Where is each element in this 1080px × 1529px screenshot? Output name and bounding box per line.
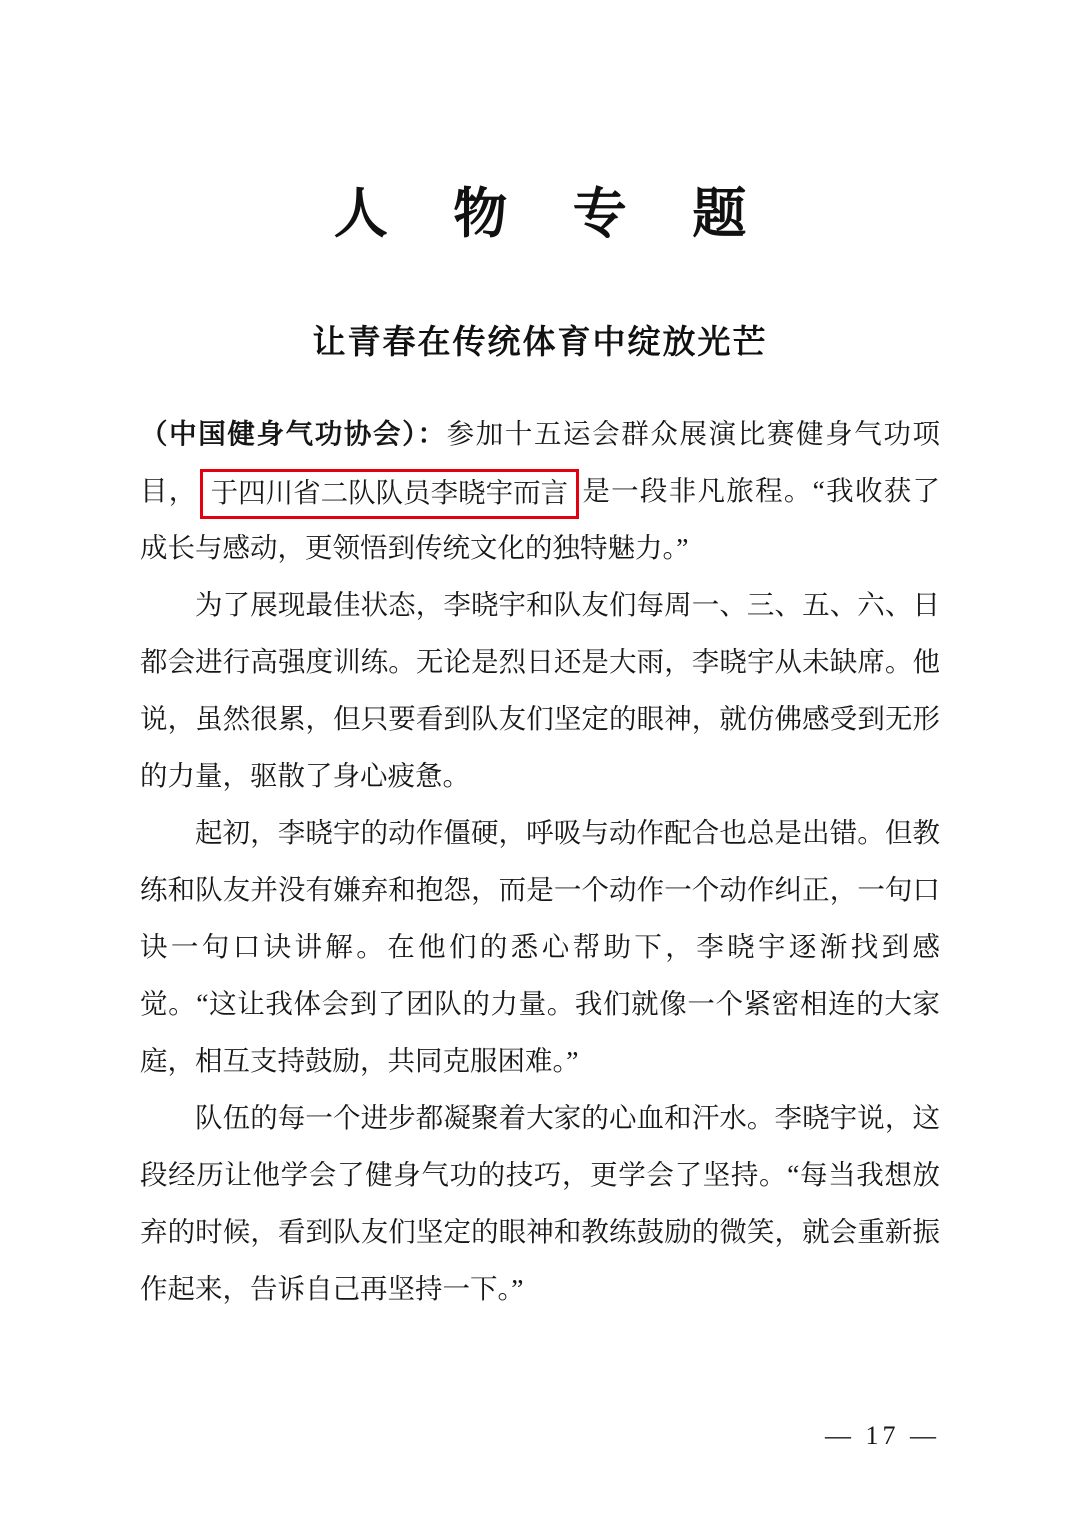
lead-text-after-highlight: 是一段非凡旅程。“我收获了成长与感动，更领悟到传统文化的独特魅力。” (140, 475, 940, 564)
highlighted-phrase: 于四川省二队队员李晓宇而言 (200, 469, 580, 519)
lead-text-before-highlight: 参加十五运会群众展演比赛健身气功项目， (140, 418, 941, 507)
page-number: — 17 — (825, 1421, 940, 1450)
section-title: 人 物 专 题 (333, 184, 773, 244)
article-body (140, 405, 940, 1317)
article-title: 让青春在传统体育中绽放光芒 (312, 325, 768, 362)
lead-source-label: （中国健身气功协会）： (140, 418, 447, 450)
body-paragraph-2: 起初，李晓宇的动作僵硬，呼吸与动作配合也总是出错。但教练和队友并没有嫌弃和抱怨，而是一个动作一个动作纠正，一句口诀一句口诀讲解。在他们的悉心帮助下，李晓宇逐渐找到感觉。“这让我体会到了团队的力量。我们就像一个紧密相连的大家庭，相互支持鼓励，共同克服困难。” (140, 817, 940, 1077)
body-paragraph-3: 队伍的每一个进步都凝聚着大家的心血和汗水。李晓宇说，这段经历让他学会了健身气功的技巧，更学会了坚持。“每当我想放弃的时候，看到队友们坚定的眼神和教练鼓励的微笑，就会重新振作起来，告诉自己再坚持一下。” (140, 1102, 940, 1305)
lead-paragraph (140, 405, 940, 576)
body-paragraph-1: 为了展现最佳状态，李晓宇和队友们每周一、三、五、六、日都会进行高强度训练。无论是烈日还是大雨，李晓宇从未缺席。他说，虽然很累，但只要看到队友们坚定的眼神，就仿佛感受到无形的力量，驱散了身心疲惫。 (140, 589, 940, 792)
